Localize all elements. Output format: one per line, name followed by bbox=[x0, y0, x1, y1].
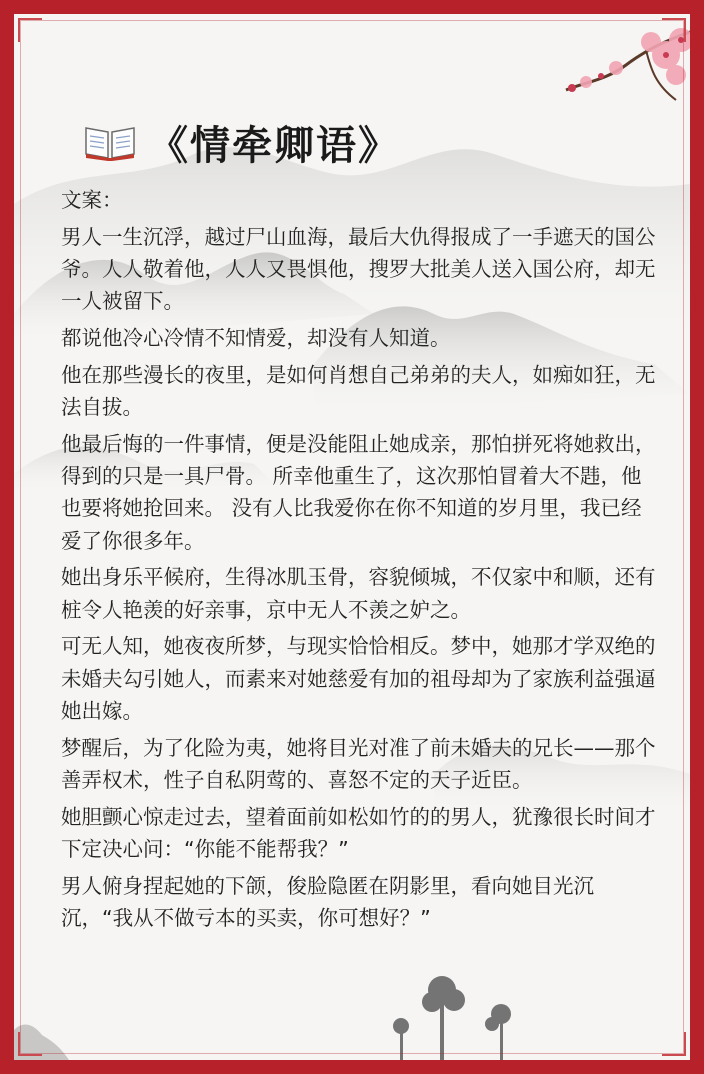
ink-trees-decoration bbox=[374, 950, 574, 1060]
page-title: 《情牵卿语》 bbox=[148, 121, 400, 169]
paragraph: 她出身乐平候府，生得冰肌玉骨，容貌倾城，不仅家中和顺，还有桩令人艳羡的好亲事，京中无人不羡之妒之。 bbox=[61, 565, 656, 622]
synopsis-content bbox=[61, 184, 661, 939]
corner-ornament bbox=[18, 18, 42, 42]
title-row bbox=[84, 112, 400, 172]
synopsis-heading: 文案： bbox=[61, 188, 123, 212]
paragraph: 可无人知，她夜夜所梦，与现实恰恰相反。梦中，她那才学双绝的未婚夫勾引她人，而素来对她慈爱有加的祖母却为了家族利益强逼她出嫁。 bbox=[61, 634, 656, 724]
corner-ornament bbox=[662, 1032, 686, 1056]
paragraph: 男人俯身捏起她的下颌，俊脸隐匿在阴影里，看向她目光沉沉，“我从不做亏本的买卖，你可想好？” bbox=[61, 873, 594, 931]
corner-ornament bbox=[18, 1032, 42, 1056]
paper-background bbox=[14, 14, 690, 1060]
paragraph: 她胆颤心惊走过去，望着面前如松如竹的的男人，犹豫很长时间才下定决心问：“你能不能帮我？” bbox=[61, 804, 656, 862]
book-icon bbox=[84, 122, 136, 162]
paragraph: 他在那些漫长的夜里，是如何肖想自己弟弟的夫人，如痴如狂，无法自拔。 bbox=[61, 362, 656, 419]
paragraph: 他最后悔的一件事情，便是没能阻止她成亲，那怕拼死将她救出，得到的只是一具尸骨。 所幸他重生了，这次那怕冒着大不韪，他也要将她抢回来。 没有人比我爱你在你不知道的岁月里，我已经爱了你很多年。 bbox=[61, 431, 656, 553]
paragraph: 梦醒后，为了化险为夷，她将目光对准了前未婚夫的兄长——那个善弄权术，性子自私阴莺的、喜怒不定的天子近臣。 bbox=[61, 735, 656, 793]
corner-ornament bbox=[662, 18, 686, 42]
paragraph: 男人一生沉浮，越过尸山血海，最后大仇得报成了一手遮天的国公爷。人人敬着他，人人又畏惧他，搜罗大批美人送入国公府，却无一人被留下。 bbox=[61, 224, 656, 314]
paragraph: 都说他冷心冷情不知情爱，却没有人知道。 bbox=[61, 326, 451, 350]
